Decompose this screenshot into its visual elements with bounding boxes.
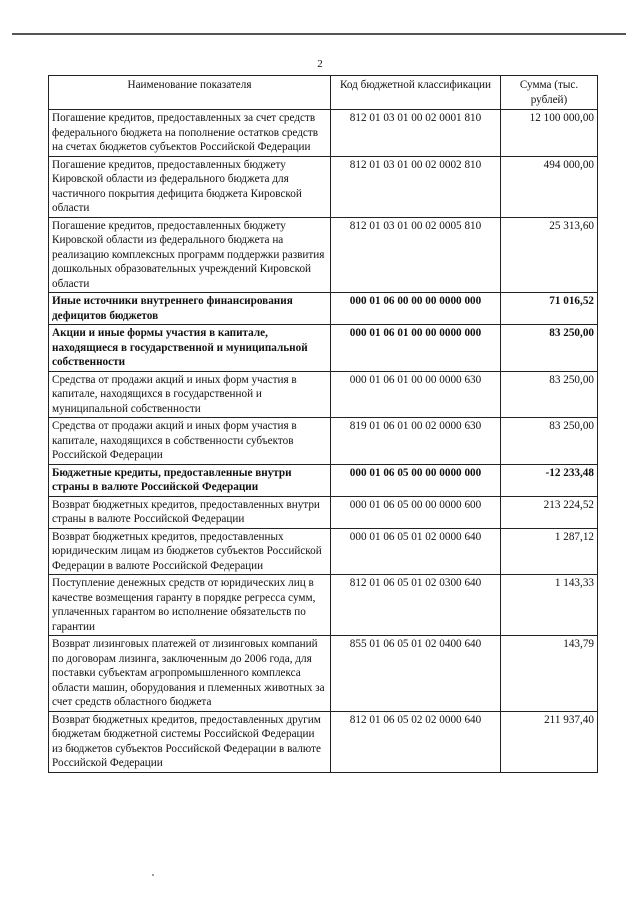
classification-code-cell: 812 01 03 01 00 02 0002 810 [331,156,501,217]
classification-code-cell: 812 01 03 01 00 02 0005 810 [331,217,501,293]
classification-code-cell: 812 01 03 01 00 02 0001 810 [331,110,501,157]
indicator-name-cell: Иные источники внутреннего финансирования дефицитов бюджетов [49,293,331,325]
classification-code-cell: 000 01 06 01 00 00 0000 630 [331,371,501,418]
page-number: 2 [317,58,323,70]
sum-cell: -12 233,48 [501,464,598,496]
table-row [49,371,598,418]
indicator-name-cell: Средства от продажи акций и иных форм участия в капитале, находящихся в собственности субъектов Российской Федерации [49,418,331,465]
indicator-name-cell: Возврат лизинговых платежей от лизинговых компаний по договорам лизинга, заключенным до 2006 года, для поставки субъектам агропромышленного комплекса области машин, оборудования и племенных животных за счет средств областного бюджета [49,636,331,712]
indicator-name-cell: Акции и иные формы участия в капитале, находящиеся в государственной и муниципальной собственности [49,325,331,372]
indicator-name-cell: Возврат бюджетных кредитов, предоставленных юридическим лицам из бюджетов субъектов Российской Федерации в валюте Российской Федерации [49,528,331,575]
budget-table [48,75,598,773]
sum-cell: 1 143,33 [501,575,598,636]
sum-cell: 83 250,00 [501,371,598,418]
table-row [49,711,598,772]
classification-code-cell: 855 01 06 05 01 02 0400 640 [331,636,501,712]
table-row [49,293,598,325]
table-header-row [49,76,598,110]
indicator-name-cell: Погашение кредитов, предоставленных за счет средств федерального бюджета на пополнение остатков средств на счетах бюджетов субъектов Российской Федерации [49,110,331,157]
sum-cell: 83 250,00 [501,418,598,465]
indicator-name-cell: Бюджетные кредиты, предоставленные внутри страны в валюте Российской Федерации [49,464,331,496]
sum-cell: 211 937,40 [501,711,598,772]
classification-code-cell: 000 01 06 05 00 00 0000 600 [331,496,501,528]
sum-cell: 71 016,52 [501,293,598,325]
table-row [49,636,598,712]
sum-cell: 143,79 [501,636,598,712]
table-row [49,325,598,372]
table-body [49,110,598,773]
sum-cell: 494 000,00 [501,156,598,217]
indicator-name-cell: Возврат бюджетных кредитов, предоставленных внутри страны в валюте Российской Федерации [49,496,331,528]
sum-cell: 83 250,00 [501,325,598,372]
table-row [49,575,598,636]
indicator-name-cell: Средства от продажи акций и иных форм участия в капитале, находящихся в государственной и муниципальной собственности [49,371,331,418]
header-code: Код бюджетной классификации [331,76,501,110]
indicator-name-cell: Возврат бюджетных кредитов, предоставленных другим бюджетам бюджетной системы Российской Федерации из бюджетов субъектов Российской Федерации в валюте Российской Федерации [49,711,331,772]
table-row [49,464,598,496]
table-row [49,496,598,528]
table-row [49,418,598,465]
classification-code-cell: 819 01 06 01 00 02 0000 630 [331,418,501,465]
scan-edge-line [12,33,626,35]
classification-code-cell: 000 01 06 05 01 02 0000 640 [331,528,501,575]
classification-code-cell: 000 01 06 00 00 00 0000 000 [331,293,501,325]
classification-code-cell: 000 01 06 05 00 00 0000 000 [331,464,501,496]
indicator-name-cell: Погашение кредитов, предоставленных бюджету Кировской области из федерального бюджета для частичного покрытия дефицита бюджета Кировской области [49,156,331,217]
classification-code-cell: 812 01 06 05 02 02 0000 640 [331,711,501,772]
sum-cell: 25 313,60 [501,217,598,293]
scan-speck [152,874,154,876]
table-row [49,528,598,575]
classification-code-cell: 812 01 06 05 01 02 0300 640 [331,575,501,636]
classification-code-cell: 000 01 06 01 00 00 0000 000 [331,325,501,372]
indicator-name-cell: Погашение кредитов, предоставленных бюджету Кировской области из федерального бюджета на реализацию комплексных программ поддержки развития дошкольных образовательных учреждений Кировской области [49,217,331,293]
sum-cell: 213 224,52 [501,496,598,528]
sum-cell: 1 287,12 [501,528,598,575]
table-row [49,156,598,217]
table-row [49,110,598,157]
indicator-name-cell: Поступление денежных средств от юридических лиц в качестве возмещения гаранту в порядке регресса сумм, уплаченных гарантом во исполнение обязательств по гарантии [49,575,331,636]
table-row [49,217,598,293]
header-name: Наименование показателя [49,76,331,110]
sum-cell: 12 100 000,00 [501,110,598,157]
header-sum: Сумма (тыс. рублей) [501,76,598,110]
